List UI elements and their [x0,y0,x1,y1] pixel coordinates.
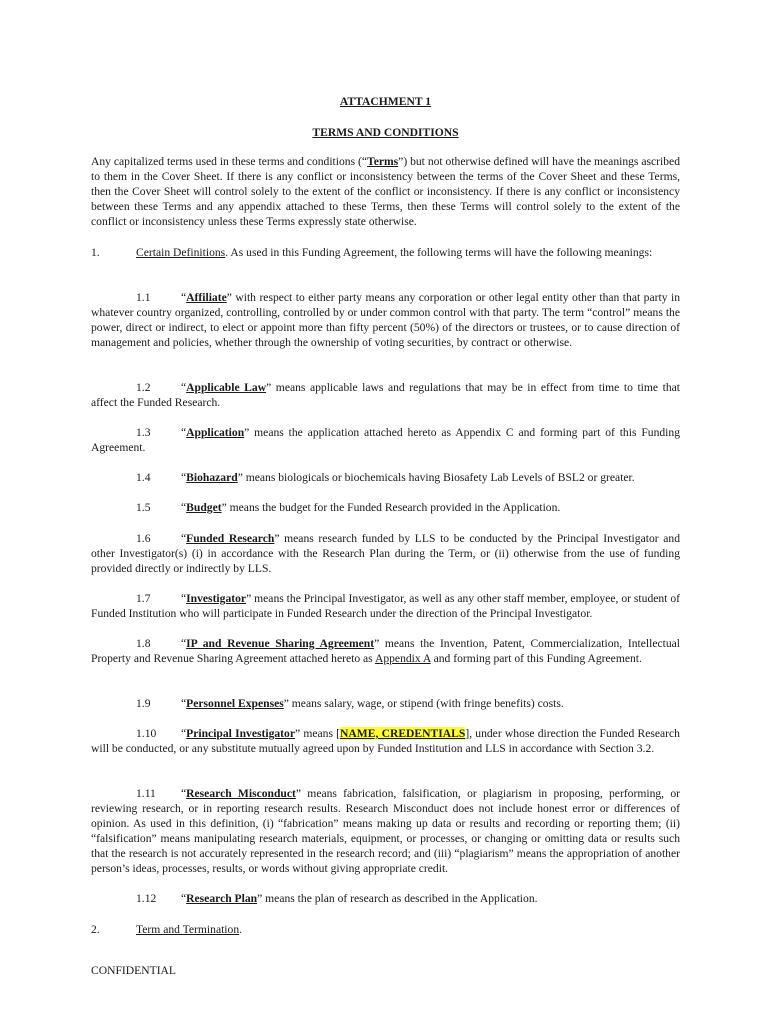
definition-1-9: 1.9 “Personnel Expenses” means salary, wage, or stipend (with fringe benefits) costs. [136,697,564,710]
section-heading: Term and Termination [136,923,240,936]
definition-1-2: 1.2 “Applicable Law” means applicable laws and regulations that may be in effect from time to time that affect the Funded Research. [91,381,680,409]
intro-paragraph: Any capitalized terms used in these terms and conditions (“Terms”) but not otherwise defined will have the meanings ascribed to them in the Cover Sheet. If there is any conflict or inconsistency between the terms of the Cover Sheet and these Terms, then the Cover Sheet will control solely to the extent of the conflict or inconsistency. If there is any conflict or inconsistency between these Terms and any appendix attached to these Terms, then these Terms will control solely to the extent of the conflict or inconsistency unless these Terms expressly state otherwise. [91,155,680,228]
defined-term: Applicable Law [186,381,267,394]
defined-term: Personnel Expenses [186,697,284,710]
section-2-paragraph: 2. Term and Termination. [91,923,243,936]
definition-1-7: 1.7 “Investigator” means the Principal Investigator, as well as any other staff member, employee, or student of Funded Institution who will participate in Funded Research under the direction of the Principal Investigator. [91,592,680,620]
section-1-paragraph: 1. Certain Definitions. As used in this Funding Agreement, the following terms will have the following meanings: [91,246,653,259]
definition-number: 1.10 [136,727,157,740]
defined-term: Funded Research [186,532,275,545]
defined-term: Research Plan [186,892,258,905]
section-heading: Certain Definitions [136,246,226,259]
definition-number: 1.1 [136,291,151,304]
definition-number: 1.7 [136,592,151,605]
definition-1-4: 1.4 “Biohazard” means biologicals or biochemicals having Biosafety Lab Levels of BSL2 or greater. [136,471,635,484]
definition-number: 1.5 [136,501,151,514]
defined-term: Research Misconduct [186,787,296,800]
definition-number: 1.2 [136,381,151,394]
definition-1-11: 1.11 “Research Misconduct” means fabrication, falsification, or plagiarism in proposing, performing, or reviewing research, or in reporting research results. Research Misconduct does not include honest error or differences of opinion. As used in this definition, (i) “fabrication” means making up data or results and recording or reporting them; (ii) “falsification” means manipulating research materials, equipment, or processes, or changing or omitting data or results such that the research is not accurately represented in the research record; and (iii) “plagiarism” means the appropriation of another person’s ideas, processes, results, or words without giving appropriate credit. [91,787,680,875]
definition-1-6: 1.6 “Funded Research” means research funded by LLS to be conducted by the Principal Investigator and other Investigator(s) (i) in accordance with the Research Plan during the Term, or (ii) otherwise from the use of funding provided directly or indirectly by LLS. [91,532,681,575]
definition-1-10: 1.10 “Principal Investigator” means [NAME, CREDENTIALS], under whose direction the Funded Research will be conducted, or any substitute mutually agreed upon by Funded Institution and LLS in accordance with Section 3.2. [91,727,680,755]
definition-1-5: 1.5 “Budget” means the budget for the Funded Research provided in the Application. [136,501,561,514]
defined-term: Application [186,426,245,439]
attachment-heading: ATTACHMENT 1 [339,95,432,108]
definition-number: 1.11 [136,787,156,800]
defined-term: Terms [367,155,399,168]
definition-1-8: 1.8 “IP and Revenue Sharing Agreement” means the Invention, Patent, Commercialization, Intellectual Property and Revenue Sharing Agreement attached hereto as Appendix A and forming part of this Funding Agreement. [91,637,680,665]
definition-number: 1.9 [136,697,151,710]
definition-number: 1.4 [136,471,151,484]
defined-term: IP and Revenue Sharing Agreement [186,637,375,650]
definition-number: 1.12 [136,892,157,905]
defined-term: Budget [186,501,222,514]
defined-term: Biohazard [186,471,238,484]
defined-term: Affiliate [186,291,227,304]
definition-1-1: 1.1 “Affiliate” with respect to either party means any corporation or other legal entity other than that party in whatever country organized, controlling, controlled by or under common control with that party. The term “control” means the power, direct or indirect, to elect or appoint more than fifty percent (50%) of the directors or trustees, or to cause direction of management and policies, whether through the ownership of voting securities, by contract or otherwise. [91,291,680,349]
appendix-reference: Appendix A [374,652,431,665]
highlighted-placeholder: NAME, CREDENTIALS [340,727,466,740]
section-number: 1. [91,246,100,259]
defined-term: Investigator [186,592,247,605]
defined-term: Principal Investigator [186,727,295,740]
definition-number: 1.8 [136,637,151,650]
section-number: 2. [91,923,100,936]
confidential-footer: CONFIDENTIAL [91,964,177,977]
definition-1-3: 1.3 “Application” means the application attached hereto as Appendix C and forming part of this Funding Agreement. [91,426,680,454]
definition-1-12: 1.12 “Research Plan” means the plan of research as described in the Application. [136,892,538,905]
definition-number: 1.6 [136,532,151,545]
terms-title: TERMS AND CONDITIONS [312,126,459,139]
definition-number: 1.3 [136,426,151,439]
